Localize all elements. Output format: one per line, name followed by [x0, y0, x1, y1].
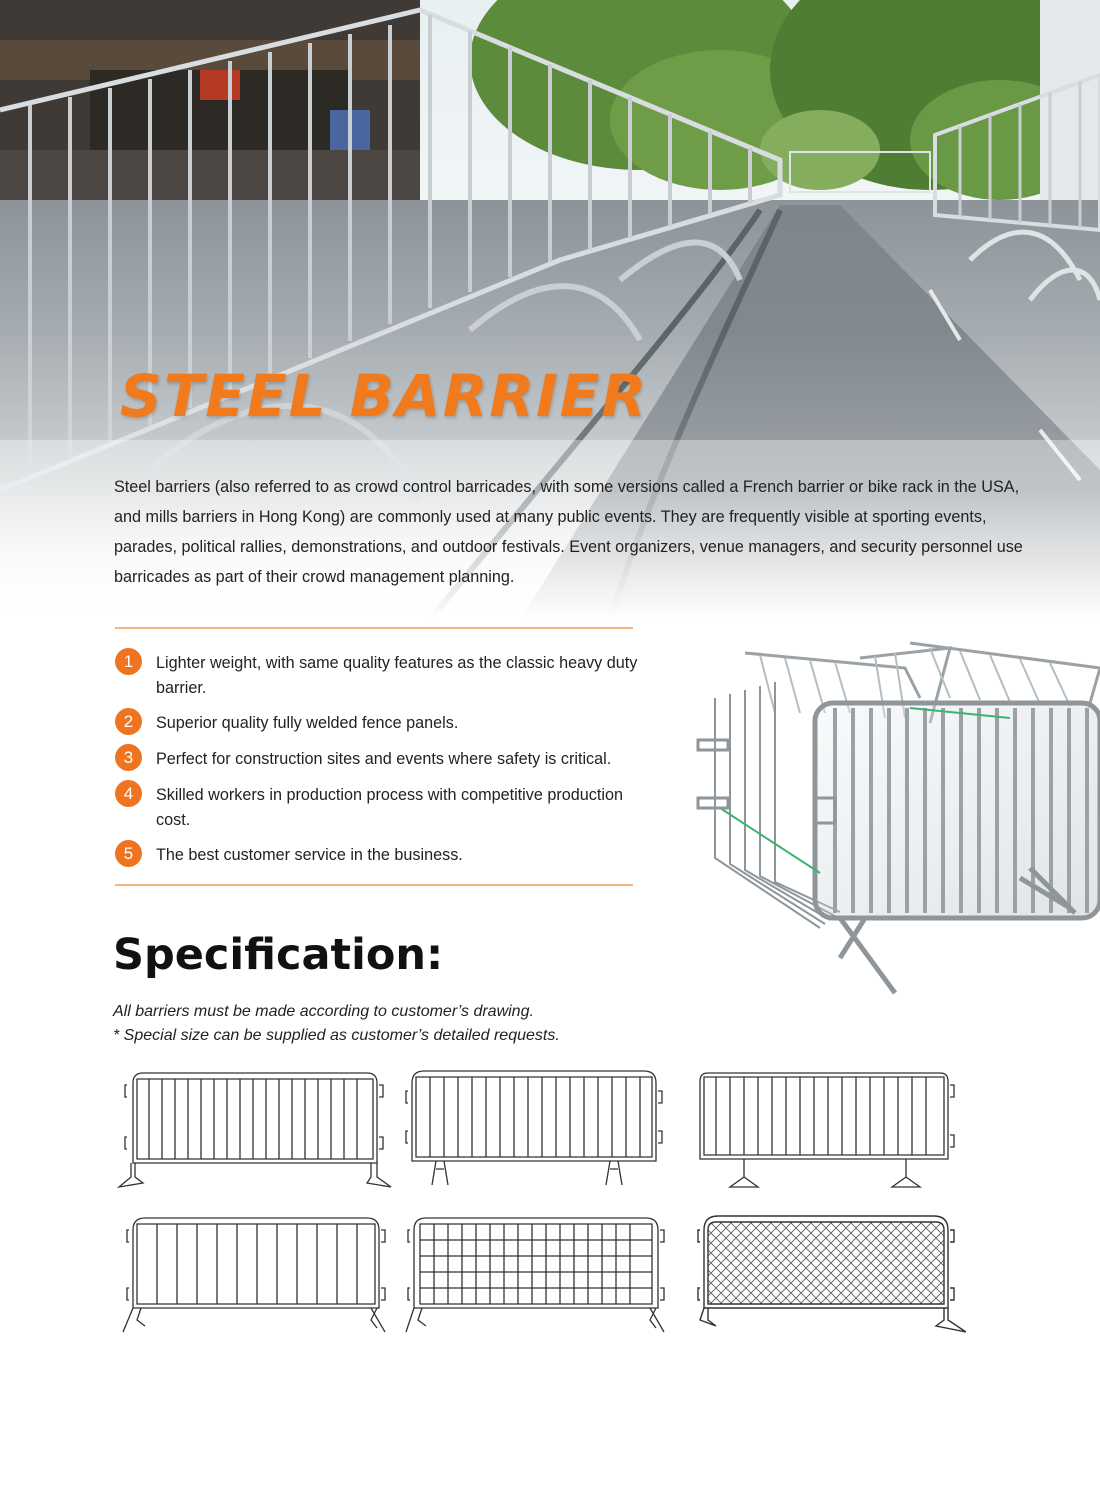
barrier-drawing-wide-bars — [115, 1208, 395, 1338]
barrier-drawing-chain-link — [686, 1208, 966, 1338]
divider-bottom — [115, 884, 633, 886]
barrier-drawing-t-feet — [686, 1065, 966, 1195]
feature-text: Lighter weight, with same quality features as the classic heavy duty barrier. — [156, 654, 638, 697]
feature-text: Perfect for construction sites and events where safety is critical. — [156, 750, 612, 768]
spec-note-1: All barriers must be made according to customer’s drawing. — [113, 1003, 534, 1020]
feature-text: Skilled workers in production process with competitive production cost. — [156, 786, 623, 829]
page-title: STEEL BARRIER — [120, 362, 649, 430]
feature-text: Superior quality fully welded fence panels. — [156, 714, 459, 732]
number-badge: 1 — [115, 648, 142, 675]
number-badge: 4 — [115, 780, 142, 807]
feature-text: The best customer service in the business. — [156, 846, 463, 864]
intro-paragraph: Steel barriers (also referred to as crowd control barricades, with some versions called a French barrier or bike rack in the USA, and mills barriers in Hong Kong) are commonly used at many public events. They are frequently visible at sporting events, parades, political rallies, demonstrations, and outdoor festivals. Event organizers, venue managers, and security personnel use barricades as part of their crowd management planning. — [114, 478, 1023, 586]
number-badge: 5 — [115, 840, 142, 867]
hero-banner — [0, 0, 1100, 620]
barrier-drawing-flat-feet — [115, 1065, 395, 1195]
spec-heading: Specification: — [113, 930, 444, 980]
number-badge: 3 — [115, 744, 142, 771]
number-badge: 2 — [115, 708, 142, 735]
divider-top — [115, 627, 633, 629]
spec-note-2: * Special size can be supplied as customer’s detailed requests. — [113, 1027, 560, 1044]
stacked-barriers-image — [690, 628, 1100, 1008]
barrier-drawing-grid-mesh — [400, 1208, 680, 1338]
barrier-drawing-bridge-feet — [400, 1065, 680, 1195]
